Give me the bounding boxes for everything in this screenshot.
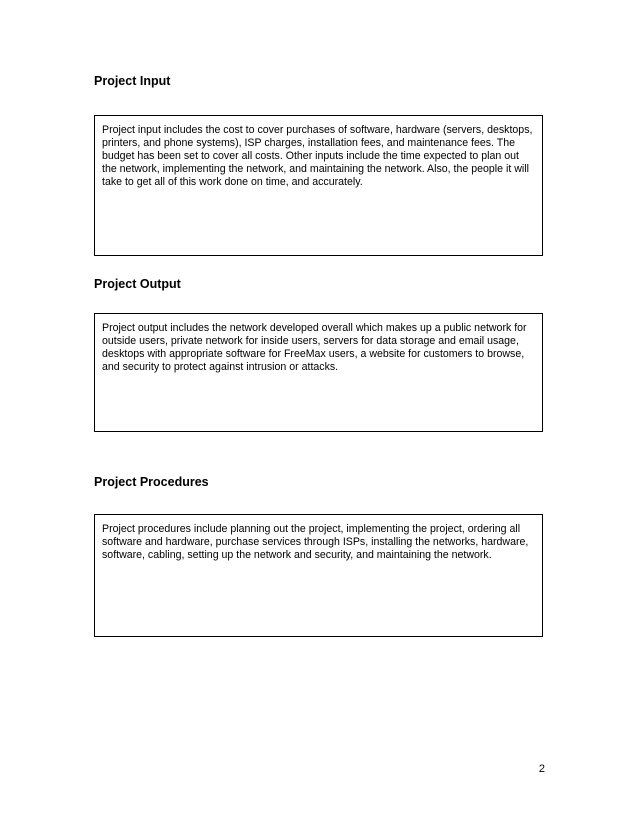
project-output-text: Project output includes the network developed overall which makes up a public network for outside users, private network for inside users, servers for data storage and email usage, desktops with appropriate software for FreeMax users, a website for customers to browse, and security to protect against intrusion or attacks. [102, 322, 527, 373]
project-input-box [94, 115, 543, 256]
project-procedures-text: Project procedures include planning out the project, implementing the project, ordering all software and hardware, purchase services through ISPs, installing the networks, hardware, software, cabling, setting up the network and security, and maintaining the network. [102, 523, 529, 561]
project-output-box [94, 313, 543, 432]
page-number: 2 [538, 763, 545, 775]
section-heading-project-input: Project Input [94, 74, 171, 88]
project-procedures-box [94, 514, 543, 637]
project-input-text: Project input includes the cost to cover purchases of software, hardware (servers, desktops, printers, and phone systems), ISP charges, installation fees, and maintenance fees. The budget has been set to cover all costs. Other inputs include the time expected to plan out the network, implementing the network, and maintaining the network. Also, the people it will take to get all of this work done on time, and accurately. [102, 124, 533, 188]
section-heading-project-procedures: Project Procedures [94, 475, 209, 489]
section-heading-project-output: Project Output [94, 277, 181, 291]
